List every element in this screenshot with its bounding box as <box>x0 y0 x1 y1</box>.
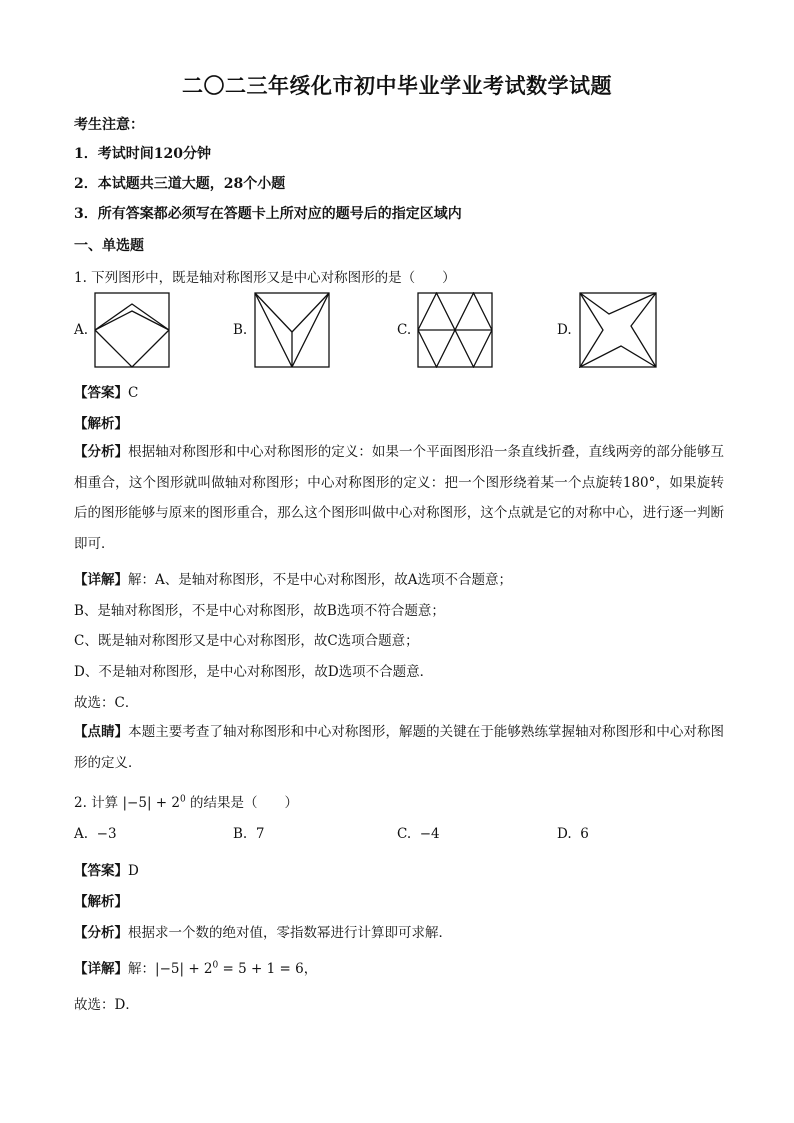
q1-analysis-tag: 【解析】 <box>74 416 128 432</box>
q2-xiangjie <box>74 957 317 977</box>
q1-conclusion: 故选：C． <box>74 695 139 711</box>
q2-expr-abs: −5 <box>127 795 147 811</box>
q1-answer-tag: 【答案】 <box>74 385 128 401</box>
q2-option-a-value: −3 <box>96 826 117 842</box>
q1-figure-d <box>579 292 657 368</box>
q1-xiangjie-tag: 【详解】 <box>74 572 128 588</box>
q1-option-d-label: D. <box>557 322 572 338</box>
section-heading: 一、单选题 <box>74 238 144 254</box>
q2-fenxi-tag: 【分析】 <box>74 925 128 941</box>
q1-option-a <box>74 292 174 368</box>
q2-expr-plus: + 2 <box>155 795 180 811</box>
q1-dianjing <box>74 717 724 778</box>
q2-expression: $|-5| + 2^0$ <box>122 794 186 811</box>
q2-option-a-letter: A. <box>74 826 89 842</box>
q2-option-c <box>397 826 440 842</box>
q1-answer <box>74 381 138 401</box>
q1-option-b <box>233 292 333 368</box>
q1-xiangjie-line-4: D、不是轴对称图形，是中心对称图形，故D选项不合题意． <box>74 664 434 680</box>
notice-heading: 考生注意： <box>74 117 144 133</box>
q1-figure-a <box>94 292 170 368</box>
q2-xiangjie-prefix: 解： <box>128 961 155 977</box>
q2-option-d <box>557 826 589 842</box>
q1-option-a-label: A. <box>74 322 89 338</box>
q2-fenxi-text: 根据求一个数的绝对值，零指数幂进行计算即可求解． <box>128 925 452 941</box>
q1-option-b-label: B. <box>233 322 248 338</box>
q1-xiangjie-text-1: 解：A、是轴对称图形，不是中心对称图形，故A选项不合题意； <box>128 572 512 588</box>
q2-option-d-letter: D. <box>557 826 572 842</box>
q1-fenxi <box>74 437 724 559</box>
q2-option-c-letter: C. <box>397 826 412 842</box>
q2-answer-value: D <box>128 863 139 879</box>
notice-item-2: 2．本试题共三道大题，28个小题 <box>74 176 286 192</box>
q2-xiangjie-expression: $|-5| + 2^0 = 5 + 1 = 6$， <box>155 960 318 977</box>
q1-xiangjie-line-1 <box>74 568 512 588</box>
q1-fenxi-tag: 【分析】 <box>74 444 129 460</box>
q1-fenxi-text: 根据轴对称图形和中心对称图形的定义：如果一个平面图形沿一条直线折叠，直线两旁的部分能够互相重合，这个图形就叫做轴对称图形；中心对称图形的定义：把一个图形绕着某一个点旋转180°，如果旋转后的图形能够与原来的图形重合，那么这个图形叫做中心对称图形，这个点就是它的对称中心，进行逐一判断即可． <box>74 444 725 552</box>
q2-answer <box>74 859 139 879</box>
q1-figure-c <box>417 292 493 368</box>
q1-dianjing-text: 本题主要考查了轴对称图形和中心对称图形，解题的关键在于能够熟练掌握轴对称图形和中心对称图形的定义． <box>74 724 725 771</box>
q1-option-c <box>397 292 497 368</box>
q2-xiangjie-rest: = 5 + 1 = 6， <box>218 961 318 977</box>
q2-conclusion: 故选：D． <box>74 997 139 1013</box>
notice-item-3: 3．所有答案都必须写在答题卡上所对应的题号后的指定区域内 <box>74 206 462 222</box>
q1-figure-b <box>254 292 330 368</box>
q1-option-c-label: C. <box>397 322 412 338</box>
q2-xiangjie-tag: 【详解】 <box>74 961 128 977</box>
notice-item-1: 1．考试时间120分钟 <box>74 146 211 162</box>
q2-option-a <box>74 826 117 842</box>
q1-stem: 1. 下列图形中，既是轴对称图形又是中心对称图形的是（ ） <box>74 270 456 286</box>
q2-option-b <box>233 826 264 842</box>
q2-stem-prefix: 2. 计算 <box>74 795 119 811</box>
q2-option-b-letter: B. <box>233 826 248 842</box>
q2-xiangjie-exp: 0 <box>212 960 219 971</box>
q1-xiangjie-line-3: C、既是轴对称图形又是中心对称图形，故C选项合题意； <box>74 633 419 649</box>
q1-answer-value: C <box>128 385 139 401</box>
q2-option-b-value: 7 <box>255 826 265 842</box>
q1-xiangjie-line-2: B、是轴对称图形，不是中心对称图形，故B选项不符合题意； <box>74 603 445 619</box>
page-title: 二〇二三年绥化市初中毕业学业考试数学试题 <box>182 73 612 98</box>
q2-option-c-value: −4 <box>419 826 440 842</box>
q1-option-d <box>557 292 667 368</box>
q2-xiangjie-plus: + 2 <box>188 961 213 977</box>
q2-answer-tag: 【答案】 <box>74 863 128 879</box>
q2-option-d-value: 6 <box>580 826 589 842</box>
q2-stem <box>74 791 298 811</box>
q2-expr-exp: 0 <box>179 794 186 805</box>
q2-xiangjie-abs: −5 <box>159 961 180 977</box>
q2-fenxi <box>74 921 452 941</box>
q2-analysis-tag: 【解析】 <box>74 894 128 910</box>
q1-dianjing-tag: 【点睛】 <box>74 724 129 740</box>
q2-stem-suffix: 的结果是（ ） <box>190 795 299 811</box>
